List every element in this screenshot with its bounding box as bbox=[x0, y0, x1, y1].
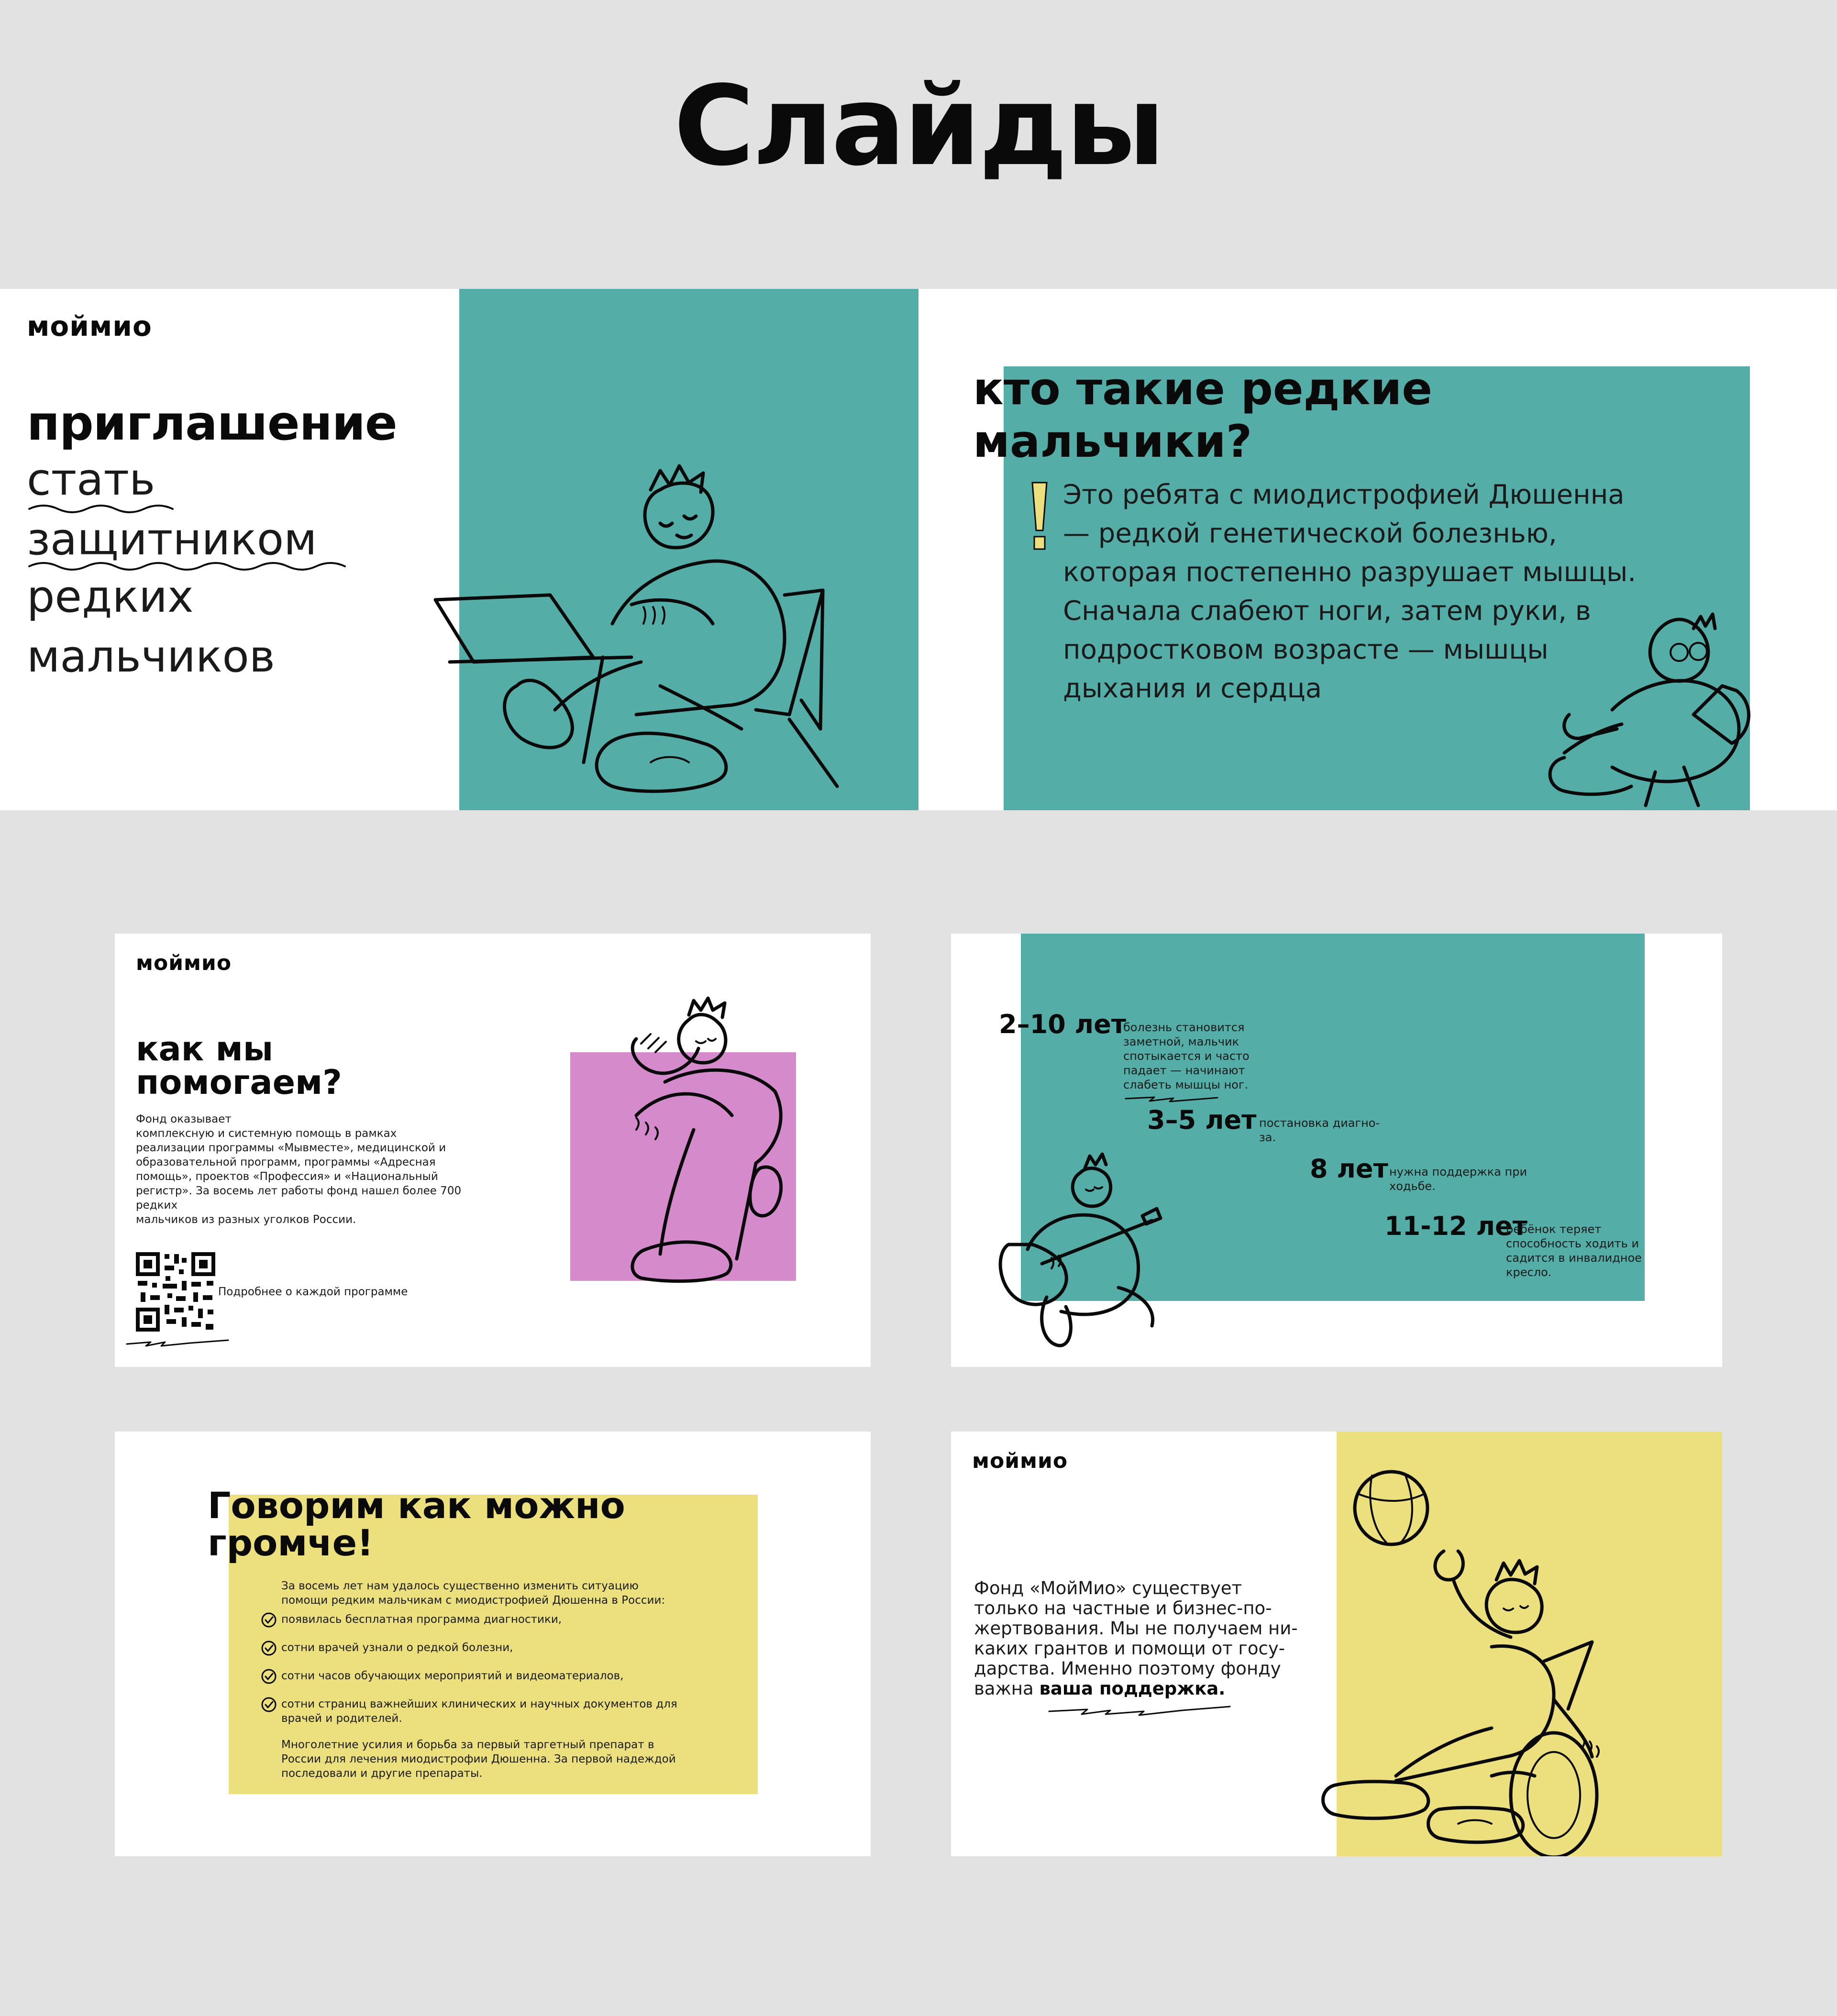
slide5-heading-1: Говорим как можно bbox=[208, 1484, 625, 1527]
support-emphasis[interactable]: ваша поддержка. bbox=[1039, 1678, 1226, 1699]
slide3-body-line-1: Фонд оказывает bbox=[136, 1113, 232, 1125]
page-title: Слайды bbox=[674, 63, 1163, 190]
stage-desc-4-line-1: ребёнок теряет bbox=[1506, 1223, 1602, 1236]
slide6-last-line-prefix: важна bbox=[974, 1678, 1040, 1699]
qr-caption[interactable]: Подробнее о каждой программе bbox=[218, 1286, 408, 1298]
stage-desc-4-line-3: садится в инвалидное bbox=[1506, 1251, 1642, 1265]
slide1-heading: приглашение bbox=[27, 395, 397, 451]
slide2-body-line-4: Сначала слабеют ноги, затем руки, в bbox=[1063, 595, 1591, 627]
scribble-line bbox=[124, 1335, 239, 1350]
check-icon bbox=[261, 1697, 278, 1714]
boy-with-ball-illustration bbox=[1315, 1441, 1688, 1852]
slide6-body-line-4: каких грантов и помощи от госу- bbox=[974, 1638, 1285, 1659]
stage-desc-2-line-1: постановка диагно- bbox=[1259, 1116, 1380, 1130]
stage-age-1: 2–10 лет bbox=[999, 1009, 1126, 1039]
stage-desc-1-line-3: спотыкается и часто bbox=[1123, 1049, 1250, 1063]
boy-with-guitar-illustration bbox=[999, 1149, 1200, 1350]
check-icon bbox=[261, 1641, 278, 1658]
checklist-item-4-line-1: сотни страниц важнейших клинических и научных документов для bbox=[281, 1698, 677, 1710]
slide3-body-line-5: помощь», проектов «Профессия» и «Национальный bbox=[136, 1170, 438, 1183]
slide2-heading-2: мальчики? bbox=[973, 416, 1252, 468]
scribble-line bbox=[1123, 1091, 1228, 1106]
slide2-heading-1: кто такие редкие bbox=[973, 363, 1433, 415]
boy-reading-illustration bbox=[1540, 600, 1808, 810]
stage-age-4: 11-12 лет bbox=[1384, 1211, 1527, 1241]
slide-how-we-help bbox=[115, 934, 871, 1367]
slide2-body-line-2: — редкой генетической болезнью, bbox=[1063, 518, 1557, 549]
checklist-item-1: появилась бесплатная программа диагностики, bbox=[281, 1613, 562, 1626]
slide5-outro-line-2: России для лечения миодистрофии Дюшенна. За первой надеждой bbox=[281, 1753, 676, 1765]
slide3-heading-2: помогаем? bbox=[136, 1063, 342, 1102]
stage-desc-3-line-2: ходьбе. bbox=[1389, 1179, 1436, 1193]
checklist-item-3: сотни часов обучающих мероприятий и видеоматериалов, bbox=[281, 1670, 624, 1682]
slide6-body-line-5: дарства. Именно поэтому фонду bbox=[974, 1658, 1281, 1679]
slide-support bbox=[951, 1432, 1722, 1856]
checklist-item-2: сотни врачей узнали о редкой болезни, bbox=[281, 1641, 513, 1654]
slide-who-are-rare-boys bbox=[918, 289, 1837, 810]
slide-speak-loud bbox=[115, 1432, 871, 1856]
stage-age-2: 3–5 лет bbox=[1147, 1105, 1257, 1135]
boy-sitting-illustration bbox=[617, 986, 818, 1283]
slide3-body-line-6: регистр». За восемь лет работы фонд нашел более 700 bbox=[136, 1185, 462, 1197]
slide6-last-line bbox=[974, 1678, 1225, 1699]
scribble-line bbox=[1047, 1699, 1257, 1719]
slide3-body-line-4: образовательной программ, программы «Адресная bbox=[136, 1156, 436, 1168]
slide1-line-4: мальчиков bbox=[27, 631, 276, 682]
slide1-line-3: редких bbox=[27, 571, 194, 622]
boy-at-laptop-illustration bbox=[459, 289, 918, 810]
stage-desc-1-line-5: слабеть мышцы ног. bbox=[1123, 1078, 1249, 1091]
slide5-intro-line-2: помощи редким мальчикам с миодистрофией Дюшенна в России: bbox=[281, 1594, 665, 1607]
slide3-body-line-2: комплексную и системную помощь в рамках bbox=[136, 1127, 397, 1140]
slide3-body-line-7: редких bbox=[136, 1199, 178, 1212]
stage-age-3: 8 лет bbox=[1310, 1154, 1388, 1184]
qr-code[interactable] bbox=[136, 1252, 215, 1332]
squiggle-underline bbox=[27, 499, 362, 595]
logo: моймио bbox=[136, 951, 232, 975]
stage-desc-4-line-2: способность ходить и bbox=[1506, 1237, 1639, 1250]
exclamation-icon bbox=[1029, 480, 1052, 557]
stage-desc-2-line-2: за. bbox=[1259, 1131, 1276, 1144]
slide2-body-line-1: Это ребята с миодистрофией Дюшенна bbox=[1063, 479, 1625, 510]
slide5-outro-line-3: последовали и другие препараты. bbox=[281, 1767, 483, 1780]
slide5-outro-line-1: Многолетние усилия и борьба за первый таргетный препарат в bbox=[281, 1739, 654, 1751]
slide2-body-line-5: подростковом возрасте — мышцы bbox=[1063, 634, 1549, 665]
slide1-line-2: защитником bbox=[27, 514, 317, 565]
slide5-heading-2: громче! bbox=[208, 1521, 374, 1564]
checklist-item-4-line-2: врачей и родителей. bbox=[281, 1712, 402, 1725]
slide3-body-line-8: мальчиков из разных уголков России. bbox=[136, 1213, 356, 1226]
stage-desc-4-line-4: кресло. bbox=[1506, 1266, 1552, 1279]
logo: моймио bbox=[27, 310, 152, 342]
slide-invitation bbox=[0, 289, 918, 810]
slide2-body-line-3: которая постепенно разрушает мышцы. bbox=[1063, 557, 1637, 588]
check-icon bbox=[261, 1669, 278, 1686]
slide5-intro-line-1: За восемь лет нам удалось существенно изменить ситуацию bbox=[281, 1580, 639, 1592]
slide3-body-line-3: реализации программы «Мывместе», медицинской и bbox=[136, 1142, 446, 1154]
slide6-body-line-2: только на частные и бизнес-по- bbox=[974, 1598, 1272, 1619]
slide3-heading-1: как мы bbox=[136, 1029, 274, 1069]
slide2-body-line-6: дыхания и сердца bbox=[1063, 673, 1322, 704]
stage-desc-1-line-4: падает — начинают bbox=[1123, 1064, 1245, 1077]
slide1-line-1: стать bbox=[27, 454, 155, 505]
stage-desc-1-line-2: заметной, мальчик bbox=[1123, 1035, 1239, 1048]
slide6-body-line-1: Фонд «МойМио» существует bbox=[974, 1578, 1242, 1598]
stage-desc-1-line-1: болезнь становится bbox=[1123, 1021, 1245, 1034]
check-icon bbox=[261, 1612, 278, 1630]
logo: моймио bbox=[972, 1449, 1068, 1473]
slide6-body-line-3: жертвования. Мы не получаем ни- bbox=[974, 1618, 1298, 1639]
slide-disease-timeline bbox=[951, 934, 1722, 1367]
stage-desc-3-line-1: нужна поддержка при bbox=[1389, 1165, 1527, 1179]
